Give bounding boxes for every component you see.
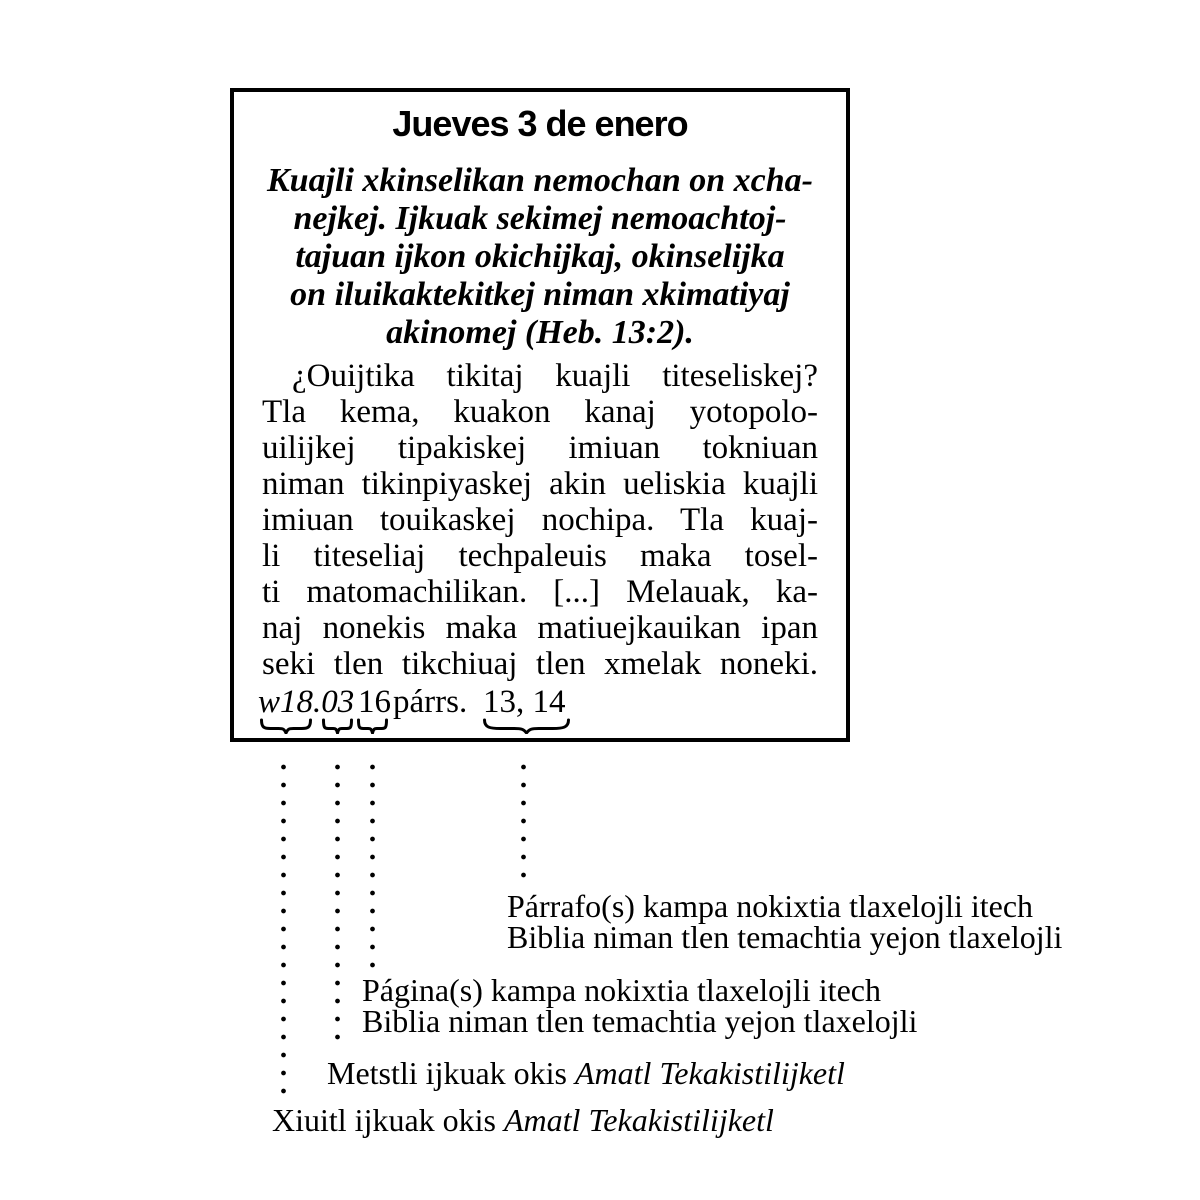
publication-name: Amatl Tekakistilijketl [575,1055,845,1091]
annotation-prefix: Xiuitl ijkuak okis [272,1102,504,1138]
body-line: niman tikinpiyaskej akin ueliskia kuajli [262,466,818,502]
annotation-prefix: Metstli ijkuak okis [327,1055,575,1091]
dotted-leader-paragraphs [521,758,526,884]
daily-text-card [230,88,850,742]
body-line: imiuan touikaskej nochipa. Tla kuaj- [262,502,818,538]
dotted-leader-page [370,758,375,968]
underbrace-month-icon [322,718,353,734]
annotation-line: Párrafo(s) kampa nokixtia tlaxelojli itech [507,888,1034,924]
citation-page-number: 16 [358,684,391,720]
scripture-line: Kuajli xkinselikan nemochan on xcha- [267,162,813,199]
citation-publication: w18.03 [258,684,355,720]
scripture-text [234,162,846,352]
annotation-line: Página(s) kampa nokixtia tlaxelojli itech [362,972,881,1008]
scripture-line: akinomej (Heb. 13:2). [386,314,694,351]
body-line: naj nonekis maka matiuejkauikan ipan [262,610,818,646]
annotation-year-label [272,1102,774,1138]
comment-text [262,358,818,682]
body-line: ti matomachilikan. [...] Melauak, ka- [262,574,818,610]
body-line: uilijkej tipakiskej imiuan tokniuan [262,430,818,466]
annotation-month-label [327,1055,845,1091]
dotted-leader-month [335,758,340,1050]
underbrace-paragraphs-icon [483,718,570,734]
body-line: Tla kema, kuakon kanaj yotopolo- [262,394,818,430]
citation-paragraph-numbers: 13, 14 [483,684,566,720]
annotation-line: Biblia niman tlen temachtia yejon tlaxelojli [507,919,1063,955]
scripture-line: tajuan ijkon okichijkaj, okinselijka [295,238,785,275]
annotation-line: Biblia niman tlen temachtia yejon tlaxelojli [362,1003,918,1039]
scripture-line: nejkej. Ijkuak sekimej nemoachtoj- [293,200,787,237]
body-line: li titeseliaj techpaleuis maka tosel- [262,538,818,574]
underbrace-page-icon [357,718,388,734]
citation-paragraph-abbrev: párrs. [393,684,468,720]
annotation-paragraphs-label [507,888,1063,955]
body-line: seki tlen tikchiuaj tlen xmelak noneki. [262,646,818,682]
body-line: ¿Ouijtika tikitaj kuajli titeseliskej? [292,358,818,394]
publication-name: Amatl Tekakistilijketl [504,1102,774,1138]
scripture-line: on iluikaktekitkej niman xkimatiyaj [290,276,790,313]
annotation-pages-label [362,972,918,1039]
underbrace-year-icon [260,718,312,734]
dotted-leader-year [281,758,286,1098]
card-title: Jueves 3 de enero [392,103,688,144]
